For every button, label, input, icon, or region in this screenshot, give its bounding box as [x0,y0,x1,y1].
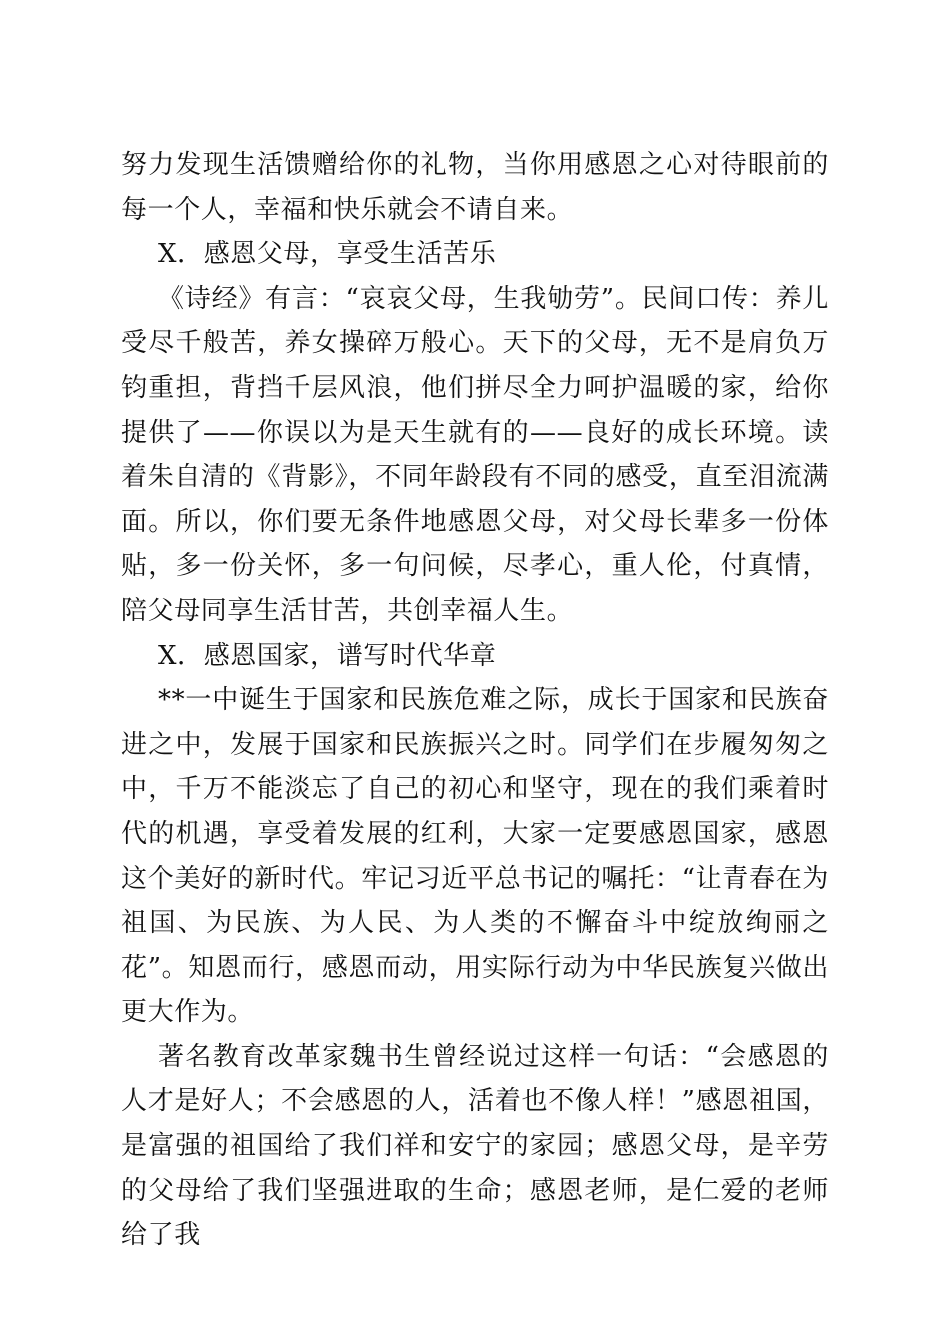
section-heading-parents: X．感恩父母，享受生活苦乐 [158,239,497,270]
paragraph-gratitude-quote: 著名教育改革家魏书生曾经说过这样一句话：“会感恩的人才是好人；不会感恩的人，活着也不像人样！”感恩祖国，是富强的祖国给了我们祥和安宁的家园；感恩父母，是辛劳的父母给了我们坚强进取的生命；感恩老师，是仁爱的老师给了我 [121,1041,829,1251]
document-body [121,143,829,1258]
paragraph-parents: 《诗经》有言：“哀哀父母，生我劬劳”。民间口传：养儿受尽千般苦，养女操碎万般心。天下的父母，无不是肩负万钧重担，背挡千层风浪，他们拼尽全力呵护温暖的家，给你提供了——你误以为是天生就有的——良好的成长环境。读着朱自清的《背影》，不同年龄段有不同的感受，直至泪流满面。所以，你们要无条件地感恩父母，对父母长辈多一份体贴，多一份关怀，多一句问候，尽孝心，重人伦，付真情，陪父母同享生活甘苦，共创幸福人生。 [121,283,829,626]
paragraph-country: **一中诞生于国家和民族危难之际，成长于国家和民族奋进之中，发展于国家和民族振兴之时。同学们在步履匆匆之中，千万不能淡忘了自己的初心和坚守，现在的我们乘着时代的机遇，享受着发展的红利，大家一定要感恩国家，感恩这个美好的新时代。牢记习近平总书记的嘱托：“让青春在为祖国、为民族、为人民、为人类的不懈奋斗中绽放绚丽之花”。知恩而行，感恩而动，用实际行动为中华民族复兴做出更大作为。 [121,685,829,1028]
section-heading-country: X．感恩国家，谱写时代华章 [158,640,497,671]
paragraph-continuation: 努力发现生活馈赠给你的礼物，当你用感恩之心对待眼前的每一个人，幸福和快乐就会不请自来。 [121,150,829,225]
